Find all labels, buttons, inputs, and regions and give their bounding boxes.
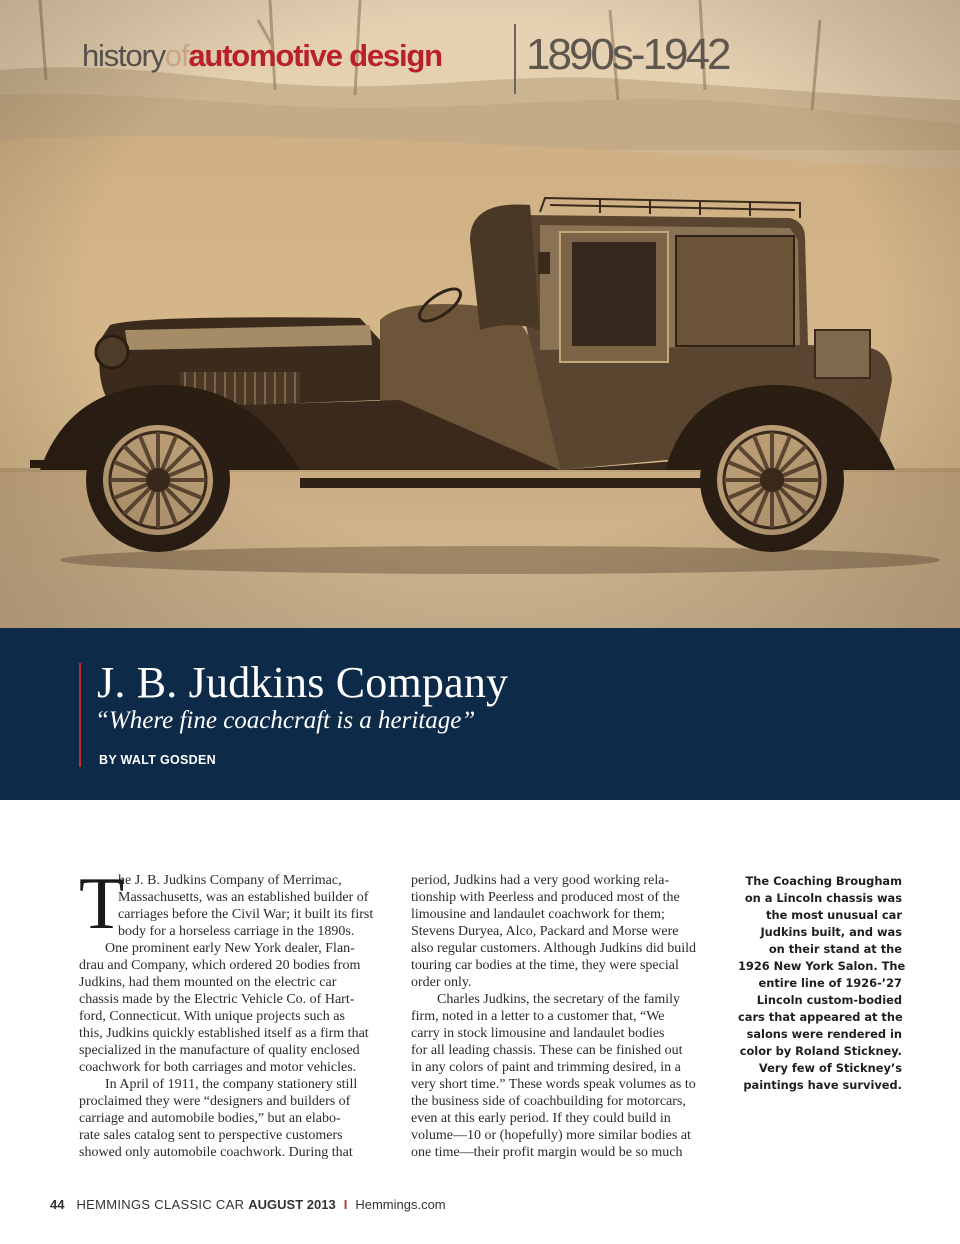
body-line: period, Judkins had a very good working rela- bbox=[411, 873, 670, 888]
body-line: body for a horseless carriage in the 1890s. bbox=[118, 924, 355, 939]
section-header bbox=[82, 38, 442, 74]
body-line: tionship with Peerless and produced most of the bbox=[411, 890, 680, 905]
body-line: Charles Judkins, the secretary of the family bbox=[437, 992, 680, 1007]
body-line: order only. bbox=[411, 975, 472, 990]
page-number: 44 bbox=[50, 1197, 65, 1212]
body-line: limousine and landaulet coachwork for them; bbox=[411, 907, 665, 922]
caption-line: salons were rendered in bbox=[746, 1027, 902, 1041]
body-line: firm, noted in a letter to a customer that, “We bbox=[411, 1009, 665, 1024]
section-header-divider bbox=[514, 24, 516, 94]
body-line: In April of 1911, the company stationery still bbox=[105, 1077, 358, 1092]
body-line: ford, Connecticut. With unique projects such as bbox=[79, 1009, 345, 1024]
caption-line: on their stand at the bbox=[768, 942, 902, 956]
section-header-years: 1890s-1942 bbox=[526, 30, 729, 79]
caption-line: 1926 New York Salon. The bbox=[738, 959, 906, 973]
body-line: this, Judkins quickly established itself as a firm that bbox=[79, 1026, 369, 1041]
body-line: very short time.” These words speak volumes as to bbox=[411, 1077, 696, 1092]
body-line: rate sales catalog sent to perspective customers bbox=[79, 1128, 343, 1143]
caption-line: Very few of Stickney’s bbox=[758, 1061, 902, 1075]
caption-line: entire line of 1926-’27 bbox=[758, 976, 902, 990]
caption-line: Judkins built, and was bbox=[760, 925, 902, 939]
body-line: even at this early period. If they could build in bbox=[411, 1111, 671, 1126]
section-header-topic: automotive design bbox=[188, 38, 442, 73]
body-line: Judkins, had them mounted on the electric car bbox=[79, 975, 337, 990]
issue-date: AUGUST 2013 bbox=[248, 1197, 336, 1212]
article-subtitle: “Where fine coachcraft is a heritage” bbox=[95, 707, 476, 734]
caption-line: cars that appeared at the bbox=[738, 1010, 903, 1024]
article-byline: BY WALT GOSDEN bbox=[99, 753, 216, 767]
photo-caption bbox=[738, 873, 906, 1094]
website-link[interactable]: Hemmings.com bbox=[355, 1197, 446, 1212]
body-line: specialized in the manufacture of quality enclosed bbox=[79, 1043, 360, 1058]
body-line: touring car bodies at the time, they were special bbox=[411, 958, 679, 973]
section-header-of: of bbox=[164, 38, 189, 73]
body-line: the business side of coachbuilding for motorcars, bbox=[411, 1094, 686, 1109]
body-line: in any colors of paint and trimming desired, in a bbox=[411, 1060, 681, 1075]
body-line: he J. B. Judkins Company of Merrimac, bbox=[118, 873, 342, 888]
section-header-history: history bbox=[82, 38, 165, 73]
body-column-2 bbox=[411, 872, 726, 1161]
body-line: volume—10 or (hopefully) more similar bodies at bbox=[411, 1128, 691, 1143]
caption-line: on a Lincoln chassis was bbox=[744, 891, 902, 905]
body-line: carriages before the Civil War; it built its first bbox=[118, 907, 374, 922]
body-line: carry in stock limousine and landaulet bodies bbox=[411, 1026, 665, 1041]
body-line: carriage and automobile bodies,” but an elabo- bbox=[79, 1111, 341, 1126]
caption-line: The Coaching Brougham bbox=[745, 874, 902, 888]
magazine-name: HEMMINGS CLASSIC CAR bbox=[76, 1197, 245, 1212]
body-line: for all leading chassis. These can be finished out bbox=[411, 1043, 683, 1058]
page-footer bbox=[50, 1197, 446, 1212]
footer-separator: I bbox=[343, 1197, 348, 1212]
body-line: drau and Company, which ordered 20 bodies from bbox=[79, 958, 361, 973]
caption-line: paintings have survived. bbox=[743, 1078, 902, 1092]
body-line: one time—their profit margin would be so much bbox=[411, 1145, 683, 1160]
body-line: showed only automobile coachwork. During that bbox=[79, 1145, 353, 1160]
caption-line: the most unusual car bbox=[766, 908, 902, 922]
body-line: Massachusetts, was an established builder of bbox=[118, 890, 369, 905]
body-line: One prominent early New York dealer, Flan- bbox=[105, 941, 355, 956]
title-accent-rule bbox=[79, 663, 81, 767]
body-line: also regular customers. Although Judkins did build bbox=[411, 941, 697, 956]
body-line: chassis made by the Electric Vehicle Co. of Hart- bbox=[79, 992, 355, 1007]
article-title: J. B. Judkins Company bbox=[97, 658, 509, 707]
first-paragraph-block bbox=[79, 863, 399, 945]
body-column-1 bbox=[79, 863, 399, 1161]
body-line: Stevens Duryea, Alco, Packard and Morse were bbox=[411, 924, 679, 939]
caption-line: color by Roland Stickney. bbox=[739, 1044, 902, 1058]
body-line: proclaimed they were “designers and builders of bbox=[79, 1094, 351, 1109]
drop-cap: T bbox=[79, 863, 125, 945]
body-line: coachwork for both carriages and motor vehicles. bbox=[79, 1060, 357, 1075]
caption-line: Lincoln custom-bodied bbox=[756, 993, 902, 1007]
